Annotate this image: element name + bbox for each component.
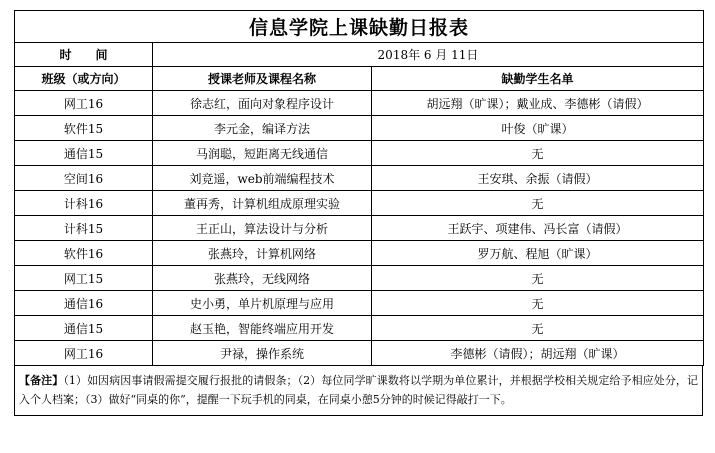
table-row <box>15 116 704 141</box>
row-teacher-course-cell: 刘竞遥，web前端编程技术 <box>153 166 372 191</box>
table-row <box>15 316 704 341</box>
notes-section <box>14 366 703 416</box>
row-class-cell: 计科15 <box>15 216 153 241</box>
row-teacher-course-cell: 张燕玲，计算机网络 <box>153 241 372 266</box>
row-class-cell: 通信15 <box>15 141 153 166</box>
date-row <box>15 43 704 67</box>
header-absent: 缺勤学生名单 <box>372 67 704 91</box>
table-row <box>15 241 704 266</box>
row-absent-cell: 李德彬（请假）；胡远翔（旷课） <box>372 341 704 366</box>
row-absent-cell: 王跃宇、项建伟、冯长富（请假） <box>372 216 704 241</box>
table-row <box>15 216 704 241</box>
table-body <box>15 91 704 366</box>
table-row <box>15 341 704 366</box>
row-teacher-course-cell: 史小勇，单片机原理与应用 <box>153 291 372 316</box>
column-header-row <box>15 67 704 91</box>
row-teacher-course-cell: 赵玉艳，智能终端应用开发 <box>153 316 372 341</box>
notes-label: 【备注】 <box>19 374 64 387</box>
row-teacher-course-cell: 尹禄，操作系统 <box>153 341 372 366</box>
table-row <box>15 166 704 191</box>
absence-table <box>14 10 704 366</box>
row-absent-cell: 无 <box>372 291 704 316</box>
row-teacher-course-cell: 张燕玲，无线网络 <box>153 266 372 291</box>
row-class-cell: 通信15 <box>15 316 153 341</box>
table-row <box>15 91 704 116</box>
row-class-cell: 网工16 <box>15 341 153 366</box>
row-teacher-course-cell: 马润聪，短距离无线通信 <box>153 141 372 166</box>
row-class-cell: 软件15 <box>15 116 153 141</box>
row-class-cell: 软件16 <box>15 241 153 266</box>
row-absent-cell: 胡远翔（旷课）；戴业成、李德彬（请假） <box>372 91 704 116</box>
table-row <box>15 266 704 291</box>
row-absent-cell: 罗万航、程旭（旷课） <box>372 241 704 266</box>
absence-report-sheet <box>14 10 703 416</box>
header-teacher-course: 授课老师及课程名称 <box>153 67 372 91</box>
time-label: 时 间 <box>15 43 153 67</box>
notes-text: （1）如因病因事请假需提交履行报批的请假条；（2）每位同学旷课数将以学期为单位累计，并根据学校相关规定给予相应处分，记入个人档案；（3）做好“同桌的你”，提醒一下玩手机的同桌，在同桌小憩5分钟的时候记得敲打一下。 <box>19 374 698 406</box>
row-absent-cell: 无 <box>372 266 704 291</box>
row-teacher-course-cell: 李元金，编译方法 <box>153 116 372 141</box>
row-teacher-course-cell: 徐志红，面向对象程序设计 <box>153 91 372 116</box>
row-absent-cell: 叶俊（旷课） <box>372 116 704 141</box>
report-title: 信息学院上课缺勤日报表 <box>15 11 704 43</box>
row-absent-cell: 无 <box>372 141 704 166</box>
row-absent-cell: 无 <box>372 191 704 216</box>
table-row <box>15 141 704 166</box>
header-class: 班级（或方向） <box>15 67 153 91</box>
row-teacher-course-cell: 董再秀，计算机组成原理实验 <box>153 191 372 216</box>
row-absent-cell: 王安琪、余振（请假） <box>372 166 704 191</box>
row-teacher-course-cell: 王正山，算法设计与分析 <box>153 216 372 241</box>
row-class-cell: 网工15 <box>15 266 153 291</box>
table-row <box>15 191 704 216</box>
row-absent-cell: 无 <box>372 316 704 341</box>
row-class-cell: 通信16 <box>15 291 153 316</box>
row-class-cell: 网工16 <box>15 91 153 116</box>
report-date: 2018年 6 月 11日 <box>153 43 704 67</box>
row-class-cell: 空间16 <box>15 166 153 191</box>
table-row <box>15 291 704 316</box>
row-class-cell: 计科16 <box>15 191 153 216</box>
